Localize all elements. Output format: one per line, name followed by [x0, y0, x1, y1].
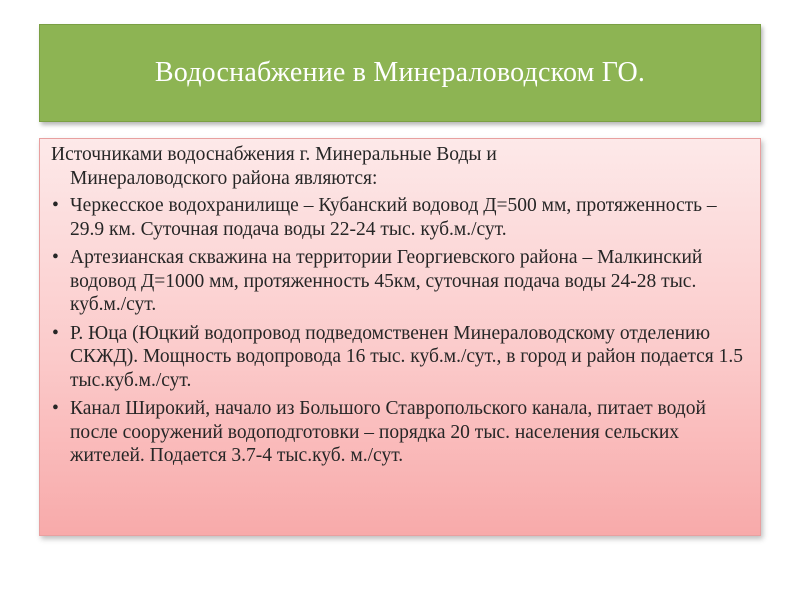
bullet-dot-icon: •	[52, 322, 59, 344]
bullet-item	[51, 397, 748, 468]
bullet-text: Артезианская скважина на территории Георгиевского района – Малкинский водовод Д=1000 мм, протяженность 45км, суточная подача воды 24-28 тыс. куб.м./сут.	[70, 247, 703, 315]
bullet-text: Р. Юца (Юцкий водопровод подведомственен Минераловодскому отделению СКЖД). Мощность водопровода 16 тыс. куб.м./сут., в город и район подается 1.5 тыс.куб.м./сут.	[70, 322, 743, 391]
bullet-dot-icon: •	[52, 398, 59, 419]
intro-line-1: Источниками водоснабжения г. Минеральные Воды и	[51, 144, 497, 165]
bullet-item	[51, 246, 748, 317]
bullet-text: Черкесское водохранилище – Кубанский водовод Д=500 мм, протяженность – 29.9 км. Суточная подача воды 22-24 тыс. куб.м./сут.	[70, 195, 717, 240]
slide-title: Водоснабжение в Минераловодском ГО.	[154, 57, 646, 88]
bullet-text: Канал Широкий, начало из Большого Ставропольского канала, питает водой после сооружений водоподготовки – порядка 20 тыс. населения сельских жителей. Подается 3.7-4 тыс.куб. м./сут.	[70, 398, 706, 466]
intro-paragraph	[51, 143, 748, 190]
bullet-dot-icon: •	[52, 247, 59, 268]
slide-title-bar	[39, 24, 761, 122]
slide-content-box	[39, 138, 761, 536]
bullet-list	[51, 194, 748, 468]
bullet-item	[51, 322, 748, 393]
intro-line-2: Минераловодского района являются:	[70, 167, 378, 189]
bullet-item	[51, 194, 748, 241]
bullet-dot-icon: •	[52, 195, 59, 216]
